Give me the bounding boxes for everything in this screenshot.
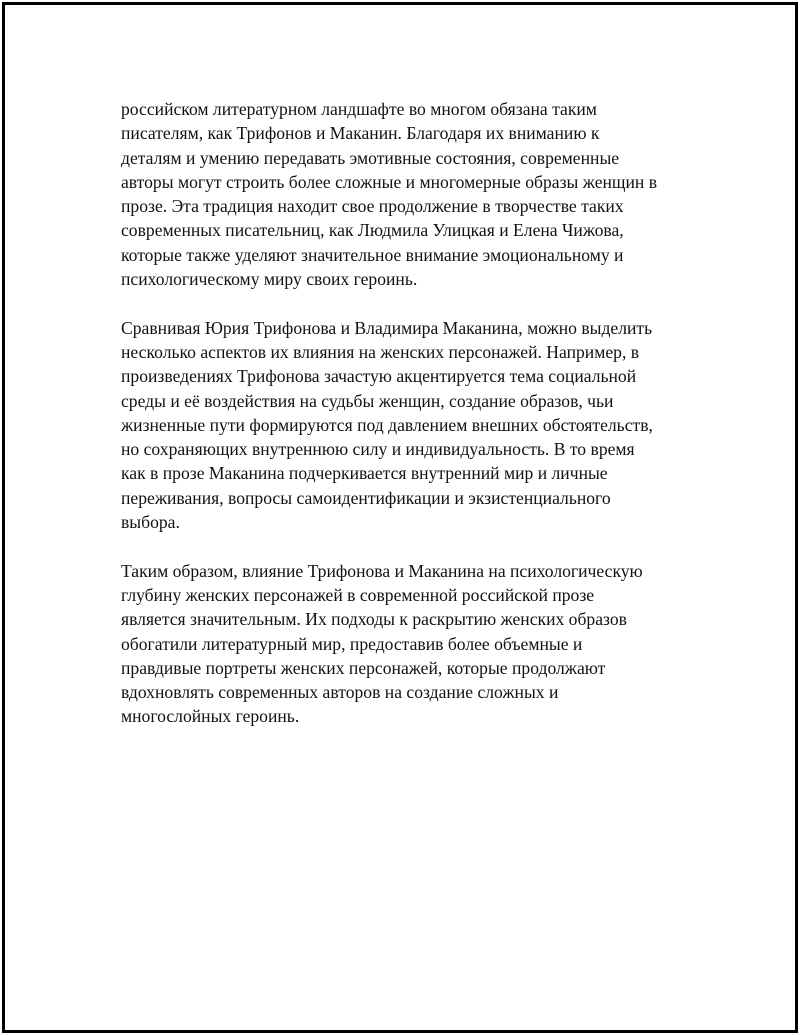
text-line: правдивые портреты женских персонажей, которые продолжают xyxy=(121,657,606,678)
text-line: переживания, вопросы самоидентификации и экзистенциального xyxy=(121,487,611,508)
text-line: прозе. Эта традиция находит свое продолжение в творчестве таких xyxy=(121,196,624,217)
text-line: среды и её воздействия на судьбы женщин, создание образов, чьи xyxy=(121,390,614,411)
text-line: писателям, как Трифонов и Маканин. Благодаря их вниманию к xyxy=(121,123,600,144)
paragraph-3 xyxy=(121,559,721,729)
text-line: многослойных героинь. xyxy=(121,706,300,727)
text-line: российском литературном ландшафте во многом обязана таким xyxy=(121,99,597,119)
text-line: авторы могут строить более сложные и многомерные образы женщин в xyxy=(121,171,658,192)
text-line: деталям и умению передавать эмотивные состояния, современные xyxy=(121,147,620,168)
text-line: современных писательниц, как Людмила Улицкая и Елена Чижова, xyxy=(121,220,624,241)
text-line: Сравнивая Юрия Трифонова и Владимира Маканина, можно выделить xyxy=(121,317,653,338)
text-line: жизненные пути формируются под давлением внешних обстоятельств, xyxy=(121,414,653,435)
page-border xyxy=(2,2,798,1033)
paragraph-2 xyxy=(121,316,721,535)
text-line: вдохновлять современных авторов на создание сложных и xyxy=(121,682,559,703)
text-line: произведениях Трифонова зачастую акцентируется тема социальной xyxy=(121,366,637,387)
text-line: как в прозе Маканина подчеркивается внутренний мир и личные xyxy=(121,463,608,484)
text-line: психологическому миру своих героинь. xyxy=(121,269,418,290)
text-line: Таким образом, влияние Трифонова и Маканина на психологическую xyxy=(121,560,643,581)
paragraph-1 xyxy=(121,97,721,291)
text-line: выбора. xyxy=(121,512,180,533)
text-line: несколько аспектов их влияния на женских персонажей. Например, в xyxy=(121,341,640,362)
document-body xyxy=(121,97,721,753)
text-line: является значительным. Их подходы к раскрытию женских образов xyxy=(121,609,627,630)
text-line: которые также уделяют значительное внимание эмоциональному и xyxy=(121,244,624,265)
text-line: глубину женских персонажей в современной российской прозе xyxy=(121,584,595,605)
text-line: обогатили литературный мир, предоставив более объемные и xyxy=(121,633,583,654)
text-line: но сохраняющих внутреннюю силу и индивидуальность. В то время xyxy=(121,439,635,460)
